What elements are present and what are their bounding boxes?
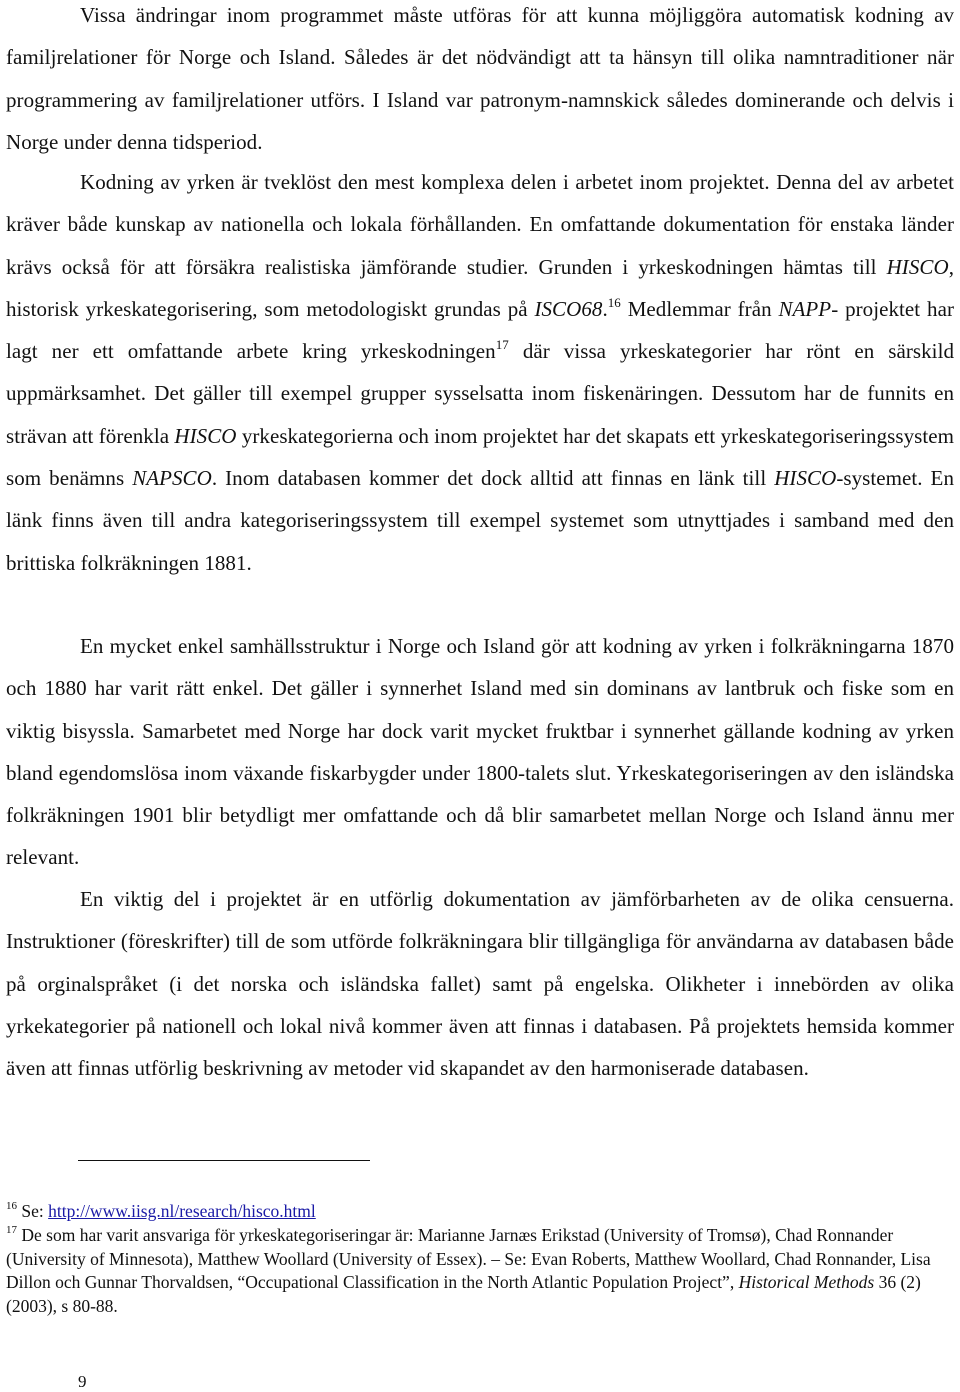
text-span: -systemet. En länk finns även till andra kategoriseringssystem till exempel systemet som utnyttjades i samband med den brittiska folkräkningen 1881. [6,466,954,575]
paragraph-family-relations: Vissa ändringar inom programmet måste utföras för att kunna möjliggöra automatisk kodning av familjrelationer för Norge och Island. Således är det nödvändigt att ta hänsyn till olika namntraditioner när programmering av familjrelationer utförs. I Island var patronym-namnskick således dominerande och delvis i Norge under denna tidsperiod. [6,3,954,154]
text-span: Medlemmar från [620,296,779,321]
text-span: där vissa yrkeskategorier har rönt en särskild uppmärksamhet. Det gäller till exempel grupper sysselsatta inom fiskenäringen. Dessutom har de funnits en strävan att förenkla [6,339,955,448]
journal-title: Historical Methods [738,1272,875,1292]
text-span: , historisk yrkeskategorisering, som metodologiskt grundas på [6,254,954,321]
isco68-term: ISCO68 [534,296,603,321]
text-span: . Inom databasen kommer det dock alltid att finnas en länk till [211,466,775,491]
text-span: Kodning av yrken är tveklöst den mest komplexa delen i arbetet inom projektet. Denna del av arbetet kräver både kunskap av nationella och lokala förhållanden. En omfattande dokumentation för enstaka länder krävs också för att försäkra realistiska jämförande studier. Grunden i yrkeskodningen hämtas till [6,170,954,279]
footnote-text: Se: [17,1201,49,1221]
hisco-term: HISCO [174,423,237,448]
footnote-text: De som har varit ansvariga för yrkeskategoriseringar är: Marianne Jarnæs Erikstad (University of Tromsø), Chad Ronnander (University of Minnesota), Matthew Woollard (University of Essex). – Se: Evan Roberts, Matthew Woollard, Chad Ronnander, Lisa Dillon och Gunnar Thorvaldsen, “Occupational Classification in the North Atlantic Population Project”, [6,1225,931,1292]
napsco-term: NAPSCO [132,466,212,491]
footnote-17 [6,1224,946,1318]
text-span: . [602,296,608,321]
paragraph-social-structure: En mycket enkel samhällsstruktur i Norge och Island gör att kodning av yrken i folkräkningarna 1870 och 1880 har varit rätt enkel. Det gäller i synnerhet Island med sin dominans av lantbruk och fiske som en viktig bisyssla. Samarbetet med Norge har dock varit mycket fruktbar i synnerhet gällande kodning av yrken bland egendomslösa inom växande fiskarbygder under 1800-talets slut. Yrkeskategoriseringen av den isländska folkräkningen 1901 blir betydligt mer omfattande och då blir samarbetet mellan Norge och Island ännu mer relevant. [6,634,954,870]
footnote-16 [6,1200,946,1224]
napp-term: NAPP [778,296,832,321]
paragraph-documentation: En viktig del i projektet är en utförlig dokumentation av jämförbarheten av de olika censuerna. Instruktioner (föreskrifter) till de som utförde folkräkningara blir tillgängliga för användarna av databasen både på orginalspråket (i det norska och isländska fallet) samt på engelska. Olikheter i innebörden av olika yrkekategorier på nationell och lokal nivå kommer även att finnas i databasen. På projektets hemsida kommer även att finnas utförlig beskrivning av metoder vid skapandet av den harmoniserade databasen. [6,887,954,1081]
paragraph-occupation-coding [0,161,960,584]
footnote-separator [78,1160,370,1161]
page-number: 9 [78,1372,87,1391]
hisco-term: HISCO [886,254,949,279]
hisco-link[interactable]: http://www.iisg.nl/research/hisco.html [48,1201,316,1221]
footnote-text: 36 (2) (2003), s 80-88. [6,1272,921,1316]
footnote-ref-16[interactable]: 16 [607,294,621,310]
footnote-number: 17 [6,1224,17,1236]
text-span: - projektet har lagt ner ett omfattande arbete kring yrkeskodningen [6,296,954,364]
text-span: yrkeskategorierna och inom projektet har det skapats ett yrkeskategoriseringssystem som benämns [6,423,954,491]
hisco-term: HISCO [774,466,837,491]
footnote-ref-17[interactable]: 17 [495,337,509,353]
footnote-number: 16 [6,1200,17,1212]
